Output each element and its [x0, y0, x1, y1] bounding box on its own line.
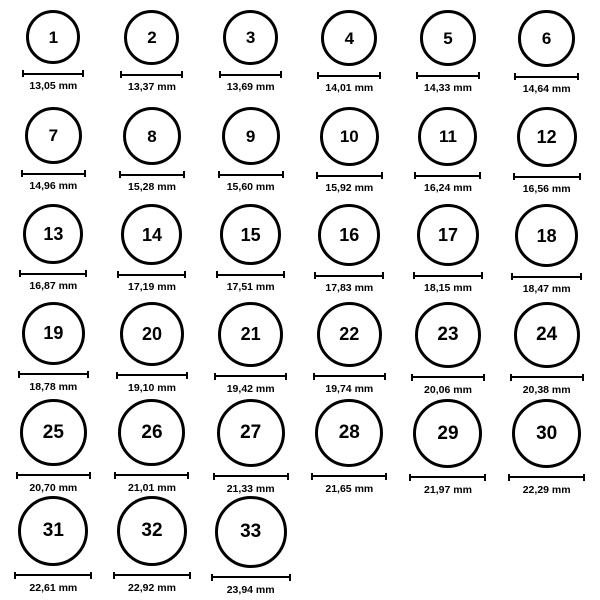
diameter-value-label: 17,51 mm: [226, 281, 275, 294]
diameter-value-label: 23,94 mm: [226, 583, 275, 596]
diameter-measure-bar: [514, 73, 579, 80]
ring-size-label: 13: [43, 224, 64, 245]
ring-size-cell: [4, 399, 103, 496]
ring-circle: [413, 399, 482, 468]
ring-size-label: 10: [339, 127, 359, 147]
diameter-value-label: 21,33 mm: [226, 482, 275, 495]
diameter-value-label: 21,65 mm: [325, 482, 374, 495]
ring-size-label: 15: [240, 224, 261, 245]
ring-size-label: 14: [141, 224, 162, 245]
ring-size-label: 3: [245, 28, 256, 47]
diameter-value-label: 16,56 mm: [522, 183, 571, 196]
ring-circle: [218, 302, 283, 367]
ring-circle: [518, 10, 575, 67]
ring-circle: [317, 302, 382, 367]
ring-size-cell: [4, 10, 103, 107]
ring-size-cell: [497, 10, 596, 107]
ring-size-label: 6: [541, 29, 552, 48]
ring-circle: [18, 496, 88, 566]
diameter-measure-bar: [413, 272, 483, 279]
ring-circle: [124, 10, 179, 65]
diameter-value-label: 13,05 mm: [29, 80, 78, 92]
ring-size-cell: [300, 302, 399, 399]
ring-size-cell: [300, 399, 399, 496]
diameter-value-label: 18,15 mm: [424, 282, 472, 295]
diameter-measure-bar: [311, 473, 387, 480]
ring-circle: [217, 399, 285, 467]
ring-circle: [517, 107, 577, 167]
diameter-measure-bar: [120, 71, 183, 78]
ring-size-cell: [497, 399, 596, 496]
ring-size-label: 20: [141, 323, 162, 344]
diameter-measure-bar: [19, 270, 87, 277]
ring-size-label: 23: [437, 324, 459, 346]
diameter-measure-bar: [416, 72, 480, 79]
diameter-value-label: 14,33 mm: [424, 82, 472, 94]
diameter-value-label: 13,69 mm: [226, 81, 275, 93]
ring-circle: [417, 204, 479, 266]
ring-circle: [420, 10, 476, 66]
diameter-value-label: 17,19 mm: [128, 281, 176, 294]
ring-size-label: 4: [344, 28, 355, 48]
ring-circle: [318, 204, 380, 266]
ring-size-cell: [103, 107, 202, 204]
ring-size-cell: [399, 10, 498, 107]
ring-circle: [23, 204, 83, 264]
ring-size-label: 29: [437, 422, 459, 444]
ring-size-cell: [399, 107, 498, 204]
diameter-value-label: 14,01 mm: [325, 82, 374, 94]
ring-circle: [512, 399, 581, 468]
diameter-value-label: 20,70 mm: [29, 481, 78, 494]
diameter-measure-bar: [214, 373, 287, 380]
diameter-measure-bar: [216, 271, 285, 278]
ring-size-cell: [201, 10, 300, 107]
diameter-measure-bar: [219, 71, 282, 78]
ring-size-label: 16: [339, 225, 360, 246]
diameter-value-label: 22,29 mm: [522, 483, 571, 496]
diameter-value-label: 17,83 mm: [325, 282, 374, 295]
diameter-measure-bar: [22, 70, 84, 77]
diameter-measure-bar: [316, 172, 383, 179]
ring-circle: [515, 204, 578, 267]
ring-circle: [418, 107, 477, 166]
ring-size-cell: [201, 204, 300, 301]
ring-size-label: 5: [443, 28, 453, 48]
ring-size-label: 25: [42, 421, 64, 443]
diameter-measure-bar: [510, 374, 584, 381]
ring-circle: [220, 204, 281, 265]
diameter-measure-bar: [119, 171, 185, 178]
ring-size-label: 28: [338, 422, 360, 444]
ring-size-label: 33: [240, 521, 262, 543]
diameter-measure-bar: [213, 473, 289, 480]
ring-size-cell: [497, 107, 596, 204]
ring-size-label: 31: [42, 520, 64, 542]
diameter-value-label: 20,38 mm: [522, 383, 571, 396]
ring-circle: [20, 399, 87, 466]
ring-circle: [415, 302, 481, 368]
ring-size-label: 32: [141, 520, 163, 542]
diameter-value-label: 16,24 mm: [424, 182, 472, 195]
diameter-measure-bar: [511, 273, 582, 280]
diameter-measure-bar: [113, 572, 191, 579]
ring-size-cell: [300, 204, 399, 301]
ring-size-cell: [201, 496, 300, 596]
ring-size-label: 27: [240, 422, 262, 444]
diameter-measure-bar: [513, 173, 581, 180]
diameter-measure-bar: [116, 372, 188, 379]
ring-size-cell: [103, 302, 202, 399]
ring-size-cell: [497, 302, 596, 399]
diameter-value-label: 14,96 mm: [29, 180, 78, 193]
ring-circle: [215, 496, 287, 568]
ring-circle: [321, 10, 377, 66]
ring-size-cell: [201, 399, 300, 496]
ring-circle: [123, 107, 181, 165]
diameter-value-label: 18,47 mm: [522, 283, 571, 296]
ring-size-label: 17: [437, 225, 458, 246]
ring-size-cell: [497, 204, 596, 301]
diameter-value-label: 16,87 mm: [29, 280, 78, 293]
diameter-value-label: 21,97 mm: [424, 483, 472, 496]
ring-size-label: 30: [536, 422, 558, 444]
ring-size-cell: [201, 302, 300, 399]
ring-circle: [315, 399, 383, 467]
ring-size-cell: [4, 107, 103, 204]
diameter-value-label: 22,92 mm: [128, 581, 176, 594]
ring-size-cell: [103, 496, 202, 596]
diameter-measure-bar: [218, 171, 284, 178]
diameter-value-label: 19,74 mm: [325, 382, 374, 395]
ring-size-cell: [399, 399, 498, 496]
diameter-value-label: 15,60 mm: [226, 181, 275, 194]
ring-size-label: 7: [48, 126, 59, 146]
diameter-value-label: 13,37 mm: [128, 81, 176, 93]
diameter-value-label: 20,06 mm: [424, 383, 472, 396]
ring-size-label: 18: [536, 225, 557, 246]
ring-size-label: 22: [339, 324, 360, 345]
diameter-measure-bar: [21, 170, 86, 177]
diameter-measure-bar: [313, 373, 386, 380]
diameter-measure-bar: [114, 472, 189, 479]
diameter-value-label: 19,10 mm: [128, 381, 176, 394]
ring-circle: [120, 302, 184, 366]
diameter-measure-bar: [409, 474, 486, 481]
diameter-measure-bar: [314, 272, 384, 279]
diameter-measure-bar: [18, 371, 89, 378]
ring-size-cell: [399, 302, 498, 399]
ring-size-cell: [4, 496, 103, 596]
ring-size-label: 8: [147, 126, 157, 146]
diameter-measure-bar: [508, 474, 585, 481]
diameter-value-label: 14,64 mm: [522, 83, 571, 95]
ring-size-cell: [300, 10, 399, 107]
ring-size-label: 11: [438, 127, 457, 147]
ring-size-label: 19: [43, 323, 64, 344]
ring-circle: [222, 107, 280, 165]
ring-circle: [320, 107, 379, 166]
diameter-measure-bar: [14, 572, 92, 579]
ring-size-label: 26: [141, 421, 163, 443]
diameter-value-label: 15,28 mm: [128, 181, 176, 194]
ring-size-cell: [4, 204, 103, 301]
diameter-measure-bar: [414, 172, 481, 179]
ring-circle: [117, 496, 187, 566]
diameter-measure-bar: [117, 271, 186, 278]
diameter-measure-bar: [411, 374, 485, 381]
ring-size-cell: [399, 204, 498, 301]
diameter-value-label: 18,78 mm: [29, 380, 78, 393]
ring-circle: [121, 204, 182, 265]
diameter-measure-bar: [211, 574, 291, 581]
ring-circle: [223, 10, 278, 65]
diameter-value-label: 22,61 mm: [29, 581, 78, 594]
ring-circle: [514, 302, 580, 368]
ring-size-cell: [201, 107, 300, 204]
diameter-value-label: 15,92 mm: [325, 182, 374, 195]
ring-circle: [25, 107, 82, 164]
ring-circle: [26, 10, 80, 64]
ring-size-label: 24: [536, 324, 558, 346]
diameter-value-label: 21,01 mm: [128, 481, 176, 494]
ring-size-label: 21: [240, 324, 261, 345]
ring-size-cell: [103, 399, 202, 496]
ring-size-cell: [103, 10, 202, 107]
ring-size-label: 2: [147, 28, 157, 47]
diameter-value-label: 19,42 mm: [226, 382, 275, 395]
diameter-measure-bar: [16, 472, 91, 479]
ring-size-label: 9: [245, 126, 256, 146]
diameter-measure-bar: [317, 72, 381, 79]
ring-size-cell: [300, 107, 399, 204]
ring-size-label: 12: [536, 127, 557, 148]
ring-circle: [118, 399, 185, 466]
ring-size-cell: [4, 302, 103, 399]
ring-size-label: 1: [48, 27, 59, 47]
ring-circle: [22, 302, 85, 365]
ring-size-cell: [103, 204, 202, 301]
